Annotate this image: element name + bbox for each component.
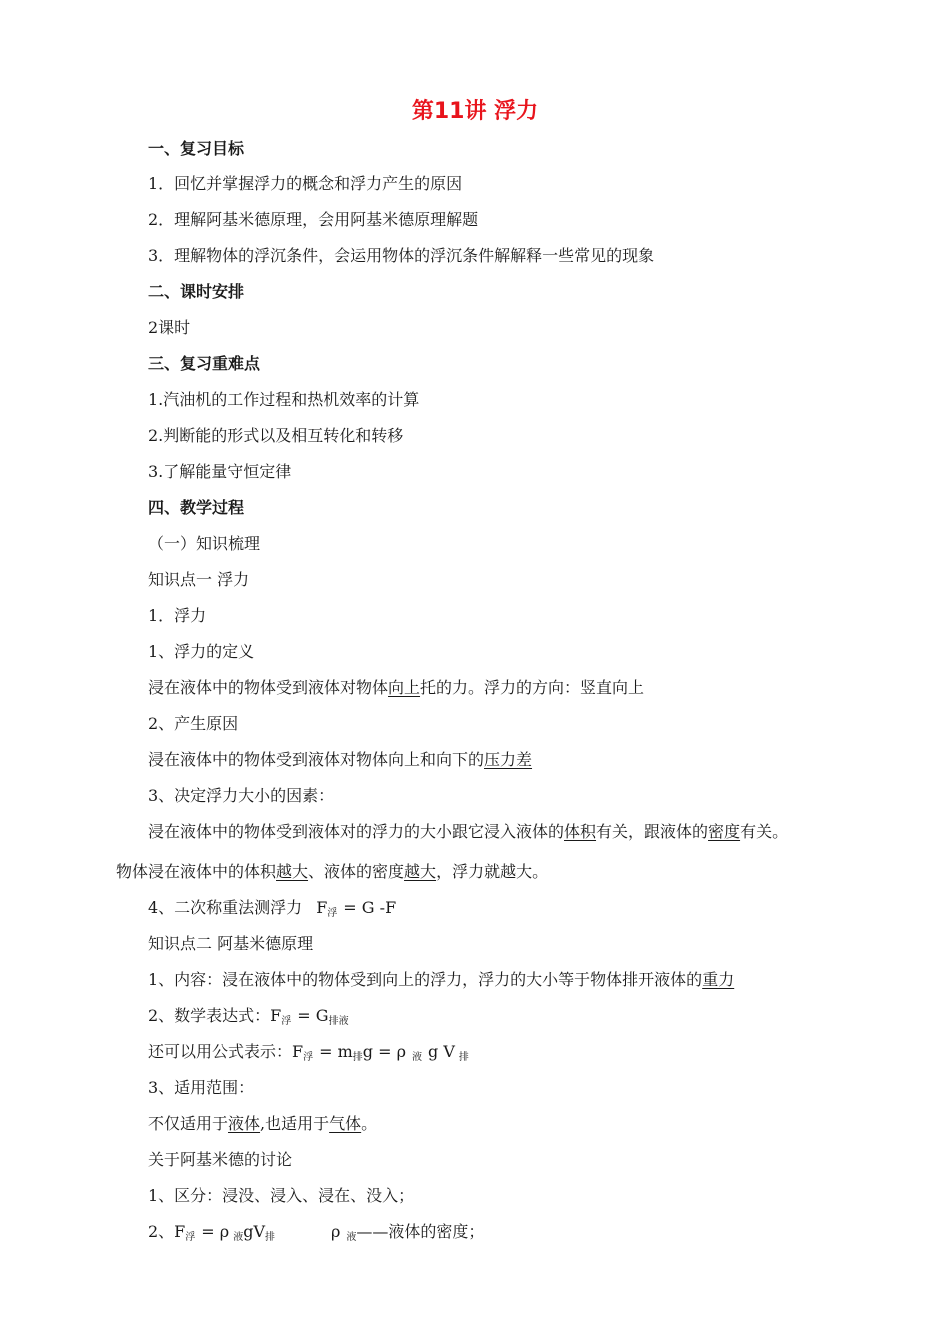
underlined-answer: 重力 — [702, 970, 735, 989]
text-run: 。 — [361, 1114, 378, 1133]
formula-subscript: 浮 — [185, 1232, 196, 1243]
section-heading-goals: 一、复习目标 — [148, 139, 245, 158]
page-title: 第11讲 浮力 — [411, 99, 539, 124]
goal-item-3: 3．理解物体的浮沉条件，会运用物体的浮沉条件解解释一些常见的现象 — [148, 246, 655, 265]
text-run: 还可以用公式表示：F — [148, 1042, 304, 1061]
formula-text: ρ — [331, 1222, 341, 1241]
text-run: 不仅适用于 — [148, 1114, 229, 1133]
section-heading-keypoints: 三、复习重难点 — [148, 354, 261, 373]
text-run: 有关，跟液体的 — [596, 822, 709, 841]
text-run: 浸在液体中的物体受到液体对物体 — [148, 678, 389, 697]
process-line — [148, 1004, 349, 1031]
text-run: 有关。 — [740, 822, 789, 841]
text-run: 1、内容：浸在液体中的物体受到向上的浮力，浮力的大小等于物体排开液体的 — [148, 970, 703, 989]
formula-text: = G — [297, 1006, 329, 1025]
process-line — [148, 1112, 377, 1136]
hours-text: 2课时 — [148, 318, 191, 337]
process-line — [116, 860, 548, 884]
process-line: 1、区分：浸没、浸入、浸在、没入； — [148, 1186, 415, 1205]
underlined-answer: 液体 — [228, 1114, 261, 1133]
section-heading-hours: 二、课时安排 — [148, 282, 245, 301]
formula-subscript: 浮 — [281, 1016, 292, 1027]
formula-text: gV — [243, 1222, 265, 1241]
process-line: （一）知识梳理 — [148, 534, 261, 553]
formula-text: = ρ — [201, 1222, 230, 1241]
underlined-answer: 密度 — [708, 822, 741, 841]
formula-subscript: 浮 — [327, 908, 338, 919]
process-line: 2、产生原因 — [148, 714, 239, 733]
underlined-answer: 气体 — [329, 1114, 362, 1133]
formula-subscript: 液 — [412, 1052, 423, 1063]
process-line — [148, 1220, 484, 1247]
keypoint-item-2: 2.判断能的形式以及相互转化和转移 — [148, 426, 404, 445]
formula-text: g = ρ — [362, 1042, 407, 1061]
formula-text: = G -F — [343, 898, 397, 917]
process-line — [148, 676, 644, 700]
formula-subscript: 排液 — [328, 1016, 349, 1027]
text-run: ,也适用于 — [260, 1114, 330, 1133]
formula-subscript: 液 — [233, 1232, 244, 1243]
text-run: 2、F — [148, 1222, 186, 1241]
formula-subscript: 液 — [346, 1232, 357, 1243]
text-run: 浸在液体中的物体受到液体对的浮力的大小跟它浸入液体的 — [148, 822, 565, 841]
text-run: 、液体的密度 — [308, 862, 405, 881]
underlined-answer: 体积 — [564, 822, 597, 841]
text-run: 浸在液体中的物体受到液体对物体向上和向下的 — [148, 750, 485, 769]
formula-text: F — [316, 898, 328, 917]
formula-text: = m — [319, 1042, 353, 1061]
process-line — [148, 968, 734, 992]
process-line: 3、适用范围： — [148, 1078, 255, 1097]
goal-item-1: 1．回忆并掌握浮力的概念和浮力产生的原因 — [148, 174, 463, 193]
process-line — [148, 1040, 469, 1067]
text-run: 物体浸在液体中的体积 — [116, 862, 277, 881]
formula-subscript: 排 — [458, 1052, 469, 1063]
process-line: 1．浮力 — [148, 606, 207, 625]
section-heading-process: 四、教学过程 — [148, 498, 245, 517]
keypoint-item-3: 3.了解能量守恒定律 — [148, 462, 292, 481]
underlined-answer: 压力差 — [484, 750, 533, 769]
process-line — [148, 748, 532, 772]
process-line: 关于阿基米德的讨论 — [148, 1150, 293, 1169]
goal-item-2: 2．理解阿基米德原理，会用阿基米德原理解题 — [148, 210, 479, 229]
text-run: 4、二次称重法测浮力 — [148, 898, 303, 917]
underlined-answer: 向上 — [388, 678, 421, 697]
text-run: 2、数学表达式：F — [148, 1006, 282, 1025]
formula-subscript: 排 — [352, 1052, 363, 1063]
formula-text: g V — [428, 1042, 455, 1061]
formula-subscript: 排 — [265, 1232, 275, 1243]
underlined-answer: 越大 — [276, 862, 309, 881]
process-line: 3、决定浮力大小的因素： — [148, 786, 335, 805]
text-run: ，浮力就越大。 — [436, 862, 549, 881]
formula-subscript: 浮 — [303, 1052, 314, 1063]
process-line: 1、浮力的定义 — [148, 642, 255, 661]
process-line: 知识点二 阿基米德原理 — [148, 934, 314, 953]
keypoint-item-1: 1.汽油机的工作过程和热机效率的计算 — [148, 390, 420, 409]
underlined-answer: 越大 — [404, 862, 437, 881]
process-line — [148, 820, 788, 844]
process-line — [148, 896, 396, 923]
process-line: 知识点一 浮力 — [148, 570, 250, 589]
text-run: 托的力。浮力的方向：竖直向上 — [420, 678, 645, 697]
text-run: ——液体的密度； — [356, 1222, 485, 1241]
